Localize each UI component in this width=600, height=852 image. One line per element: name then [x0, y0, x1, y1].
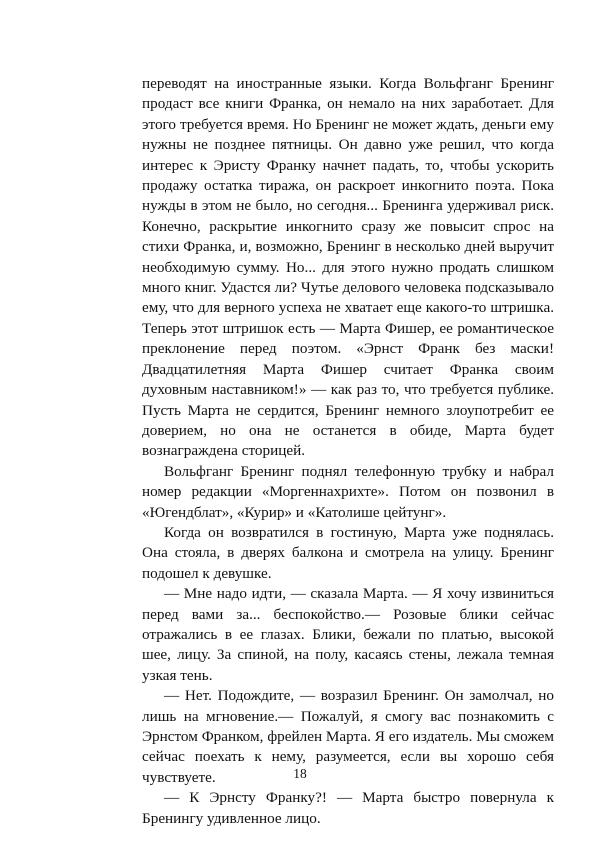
paragraph: Вольфганг Бренинг поднял телефонную трубку и набрал номер редакции «Моргеннахрихте». Потом он позвонил в «Югендблат», «Курир» и «Католише цейтунг». — [142, 462, 554, 521]
paragraph: — Мне надо идти, — сказала Марта. — Я хочу извиниться перед вами за... беспокойство.— Розовые блики сейчас отражались в ее глазах. Блики, бежали по платью, высокой шее, лицу. За спиной, на полу, касаясь стены, лежала темная узкая тень. — [142, 585, 554, 684]
body-text — [142, 74, 554, 829]
paragraph: Когда он возвратился в гостиную, Марта уже поднялась. Она стояла, в дверях балкона и смотрела на улицу. Бренинг подошел к девушке. — [142, 523, 554, 582]
paragraph: — К Эрнсту Франку?! — Марта быстро повернула к Бренингу удивленное лицо. — [142, 789, 554, 827]
paragraph: — Нет. Подождите, — возразил Бренинг. Он замолчал, но лишь на мгновение.— Пожалуй, я смогу вас познакомить с Эрнстом Франком, фрейлен Марта. Я его издатель. Мы сможем сейчас поехать к нему, разумеется, если вы хорошо себя чувствуете. — [142, 687, 554, 786]
page-number: 18 — [293, 766, 307, 781]
paragraph: переводят на иностранные языки. Когда Вольфганг Бренинг продаст все книги Франка, он немало на них заработает. Для этого требуется время. Но Бренинг не может ждать, деньги ему нужны не позднее пятницы. Он давно уже решил, что когда интерес к Эристу Франку начнет падать, то, чтобы ускорить продажу остатка тиража, он раскроет инкогнито поэта. Пока нужды в этом не было, но сегодня... Бренинга удерживал риск. Конечно, раскрытие инкогнито сразу же повысит спрос на стихи Франка, и, возможно, Бренинг в несколько дней выручит необходимую сумму. Но... для этого нужно продать слишком много книг. Удастся ли? Чутье делового человека подсказывало ему, что для верного успеха не хватает еще какого-то штришка. Теперь этот штришок есть — Марта Фишер, ее романтическое преклонение перед поэтом. «Эрнст Франк без маски! Двадцатилетняя Марта Фишер считает Франка своим духовным наставником!» — как раз то, что требуется публике. Пусть Марта не сердится, Бренинг немного злоупотребит ее доверием, но она не останется в обиде, Марта будет вознаграждена сторицей. — [142, 75, 554, 460]
